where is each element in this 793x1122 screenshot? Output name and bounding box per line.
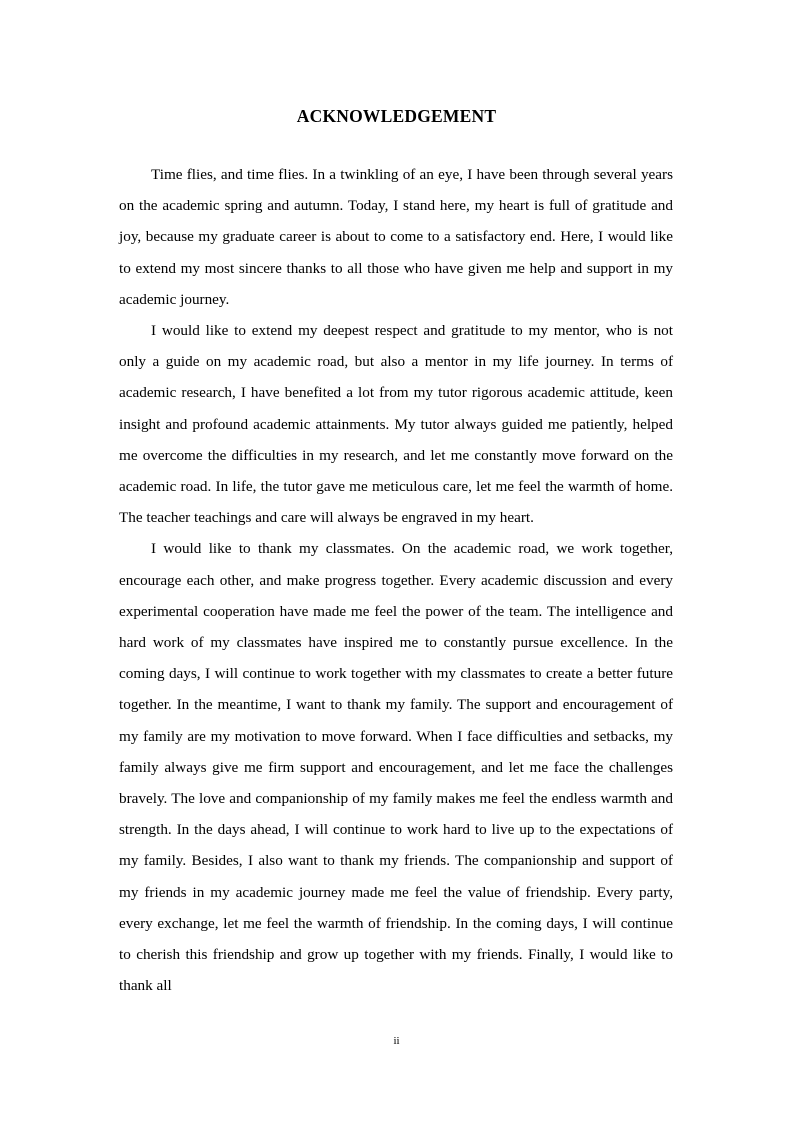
paragraph-mentor: I would like to extend my deepest respect and gratitude to my mentor, who is not only a guide on my academic road, but also a mentor in my life journey. In terms of academic research, I have benefited a lot from my tutor rigorous academic attitude, keen insight and profound academic attainments. My tutor always guided me patiently, helped me overcome the difficulties in my research, and let me constantly move forward on the academic road. In life, the tutor gave me meticulous care, let me feel the warmth of home. The teacher teachings and care will always be engraved in my heart. xyxy=(119,322,673,527)
page-number: ii xyxy=(393,1035,400,1047)
body-text xyxy=(119,159,673,1001)
paragraph-classmates-family-friends: I would like to thank my classmates. On the academic road, we work together, encourage each other, and make progress together. Every academic discussion and every experimental cooperation have made me feel the power of the team. The intelligence and hard work of my classmates have inspired me to constantly pursue excellence. In the coming days, I will continue to work together with my classmates to create a better future together. In the meantime, I want to thank my family. The support and encouragement of my family are my motivation to move forward. When I face difficulties and setbacks, my family always give me firm support and encouragement, and let me face the challenges bravely. The love and companionship of my family makes me feel the endless warmth and strength. In the days ahead, I will continue to work hard to live up to the expectations of my family. Besides, I also want to thank my friends. The companionship and support of my friends in my academic journey made me feel the value of friendship. Every party, every exchange, let me feel the warmth of friendship. In the coming days, I will continue to cherish this friendship and grow up together with my friends. Finally, I would like to thank all xyxy=(119,540,673,995)
paragraph-intro: Time flies, and time flies. In a twinkling of an eye, I have been through several years on the academic spring and autumn. Today, I stand here, my heart is full of gratitude and joy, because my graduate career is about to come to a satisfactory end. Here, I would like to extend my most sincere thanks to all those who have given me help and support in my academic journey. xyxy=(119,166,673,308)
page-title: ACKNOWLEDGEMENT xyxy=(296,106,497,126)
